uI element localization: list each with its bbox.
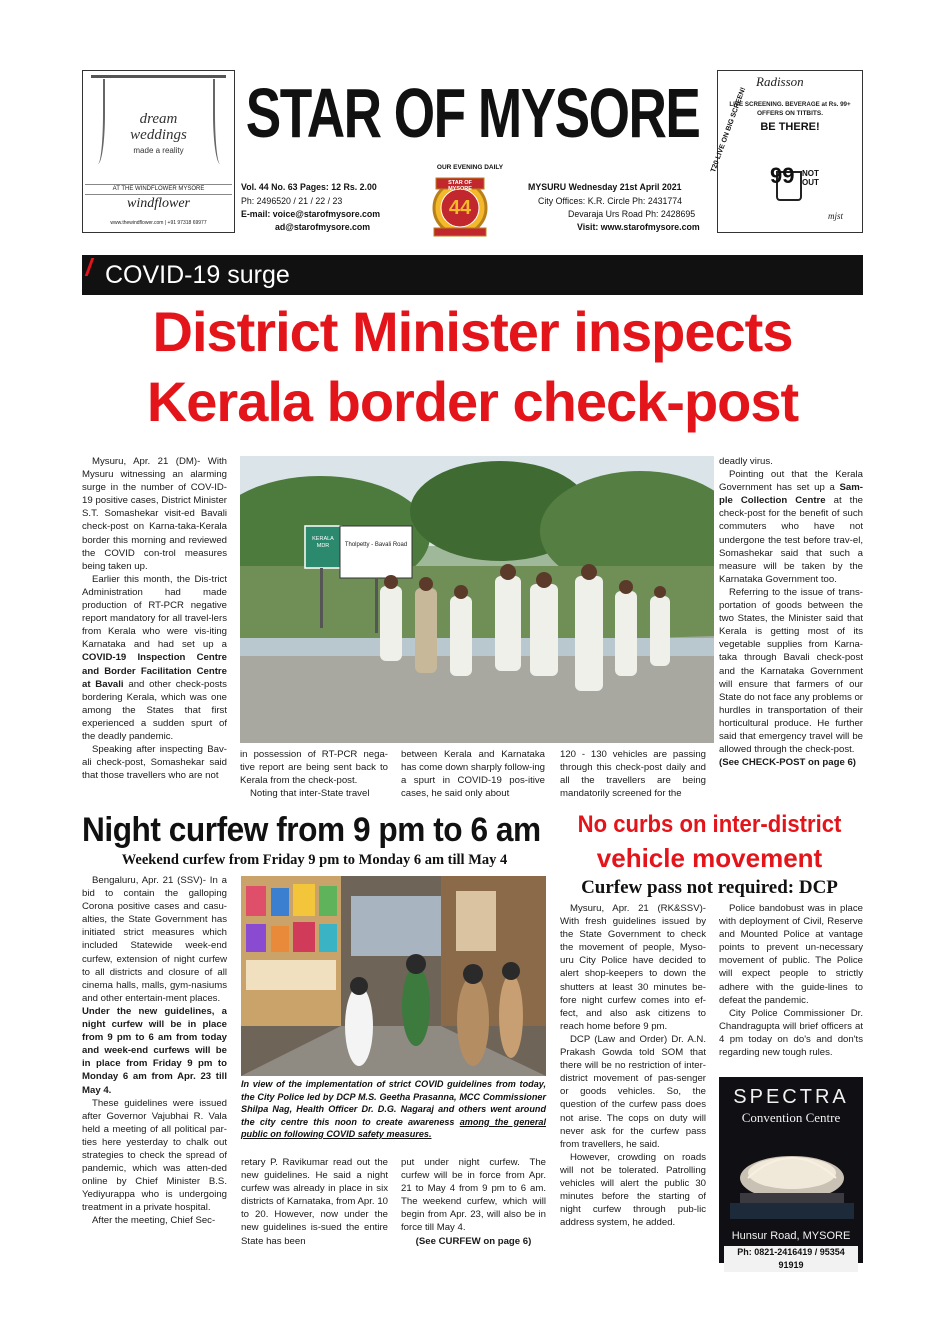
radisson-logo: Radisson [756, 74, 804, 89]
lead-headline-2: Kerala border check-post [146, 370, 799, 433]
lead-col2-para-1: in possession of RT-PCR nega-tive report are being sent back to Kerala from the check-post. [240, 749, 388, 787]
interdistrict-col2-para-2: City Police Commissioner Dr. Chandragupta will brief officers at 4 pm today on do's and don'ts regarding new tough rules. [719, 1007, 863, 1059]
phone-info: Ph: 2496520 / 21 / 22 / 23 [241, 196, 343, 206]
lead-col2-para-2: Noting that inter-State travel [250, 788, 370, 800]
city-office-text: City Offices: K.R. Circle Ph: 2431774 [538, 196, 683, 206]
vol-info: Vol. 44 No. 63 Pages: 12 Rs. 2.00 [241, 182, 377, 192]
checkpost-jump-text[interactable]: (See CHECK-POST on page 6) [719, 757, 856, 769]
venue-logo: mjst [828, 211, 844, 221]
lead-col5-para-1: deadly virus. [719, 456, 773, 467]
curfew-para-2: These guidelines were issued after Governor Vajubhai R. Vala held a meeting of all political par-ties here yesterday to chalk out strategies to check the spread of pandemic, which was atten-ded online by Chief Minister B.S. Yediyurappa who is undergoing treatment in a private hospital. [82, 1097, 227, 1214]
radisson-ad[interactable] [710, 70, 863, 233]
checkpost-jump[interactable] [719, 756, 863, 769]
lead-column-3 [401, 748, 545, 805]
curfew-jump-text[interactable]: (See CURFEW on page 6) [415, 1235, 532, 1247]
interdistrict-para-3: However, crowding on roads will not be tolerated. Patrolling vehicles will alert the public 30 minutes before the starting of night curfew through pub-lic address system, he added. [560, 1151, 706, 1229]
curfew-col2-para: retary P. Ravikumar read out the new guidelines. He said a night curfew was already in place in six districts of Karnataka, from Apr. 10 to 20. However, now under the new guidelines is-sued the entire State has been [241, 1157, 388, 1247]
email-ad: ad@starofmysore.com [275, 222, 371, 232]
border-inspection-photo [240, 456, 714, 743]
ad-script-2: weddings [130, 127, 187, 143]
interdistrict-subhead: Curfew pass not required: DCP [581, 877, 838, 898]
photo-caption [241, 1078, 546, 1141]
curfew-jump[interactable] [401, 1235, 546, 1248]
interdistrict-column-1 [560, 902, 706, 1262]
spectra-location: Hunsur Road, MYSORE [731, 1230, 851, 1242]
lead-para-2-text: Earlier this month, the Dis-trict Administration had made production of RT-PCR negative report mandatory for all travel-lers from Kerala who were vis-iting Karnataka and had set up a [82, 573, 227, 651]
curfew-col3-para: put under night curfew. The curfew will be in force from Apr. 21 to May 4 from 9 pm to 6 am. The weekend curfew, which will begin from Apr. 23, will also be in force till May 4. [401, 1157, 546, 1234]
curfew-para-1: Bengaluru, Apr. 21 (SSV)- In a bid to contain the galloping Corona positive cases and casu-alties, the State Government has initiated strict measures which included Statewide week-end curfew, extension of night curfew to all districts and closure of all cinema halls, malls, gym-nasiums and other entertain-ment places. [82, 875, 227, 1004]
curfew-column-3 [401, 1156, 546, 1260]
photo-sign-right: Tholpetty - Bavali Road [344, 542, 408, 548]
lead-column-4 [560, 748, 706, 805]
photo-caption-underlined: among the general public on following COVID safety measures. [241, 1116, 546, 1139]
lead-col5-para-3: Referring to the issue of trans-portation of goods between the two States, the Minister said that Kerala is getting most of its vegetable supplies from Karna-taka through Bavali check-post and the Karnataka Government will ensure that farmers of our State do not face any problems or hurdles in transportation of their horticultural produce. He further said that emergency travel will be allowed through the check-post. [719, 586, 863, 756]
ad-offer-1: LIVE SCREENING. BEVERAGE at Rs. 99+ [729, 101, 851, 108]
section-kicker: COVID-19 surge [105, 261, 290, 289]
ad-not-out: NOT OUT [802, 169, 819, 187]
interdistrict-headline-2: vehicle movement [596, 843, 823, 873]
convention-centre-illustration [720, 1133, 864, 1223]
lead-col5-para-2-text: Pointing out that the Kerala Government has set up a [719, 469, 863, 494]
lead-col5-para-2 [719, 468, 863, 586]
interdistrict-para-1: Mysuru, Apr. 21 (RK&SSV)- With fresh guidelines issued by the State Government to check the movement of people, Myso-uru City Police have decided to alert shop-keepers to down the shutters at least 30 minutes be-fore night curfew comes into ef-fect, and also ask citizens to reach home before 9 pm. [560, 903, 706, 1032]
badge-label: STAR OF MYSORE [448, 180, 472, 192]
spectra-subtitle: Convention Centre [741, 1110, 841, 1125]
curtain-decoration [91, 75, 226, 89]
curfew-para-3: After the meeting, Chief Sec- [92, 1215, 216, 1227]
ad-big-number: 99 [770, 163, 795, 188]
lead-headline-1: District Minister inspects [152, 300, 793, 363]
lead-col5-para-2-tail: at the check-post for the benefit of such commuters who have not undergone the test before trav-el, Somashekar said that such a measure will be taken by the Karnataka Government too. [719, 495, 863, 585]
badge-number: 44 [448, 197, 472, 219]
lead-para-2 [82, 573, 227, 743]
windflower-ad[interactable] [82, 70, 235, 233]
ad-script-3: made a reality [133, 146, 184, 155]
city-office [538, 195, 682, 208]
tagline: OUR EVENING DAILY [436, 164, 504, 171]
photo-caption-text: In view of the implementation of strict COVID guidelines from today, the City Police led by DCP M.S. Geetha Prasanna, MCC Commissioner Shilpa Nag, Health Officer Dr. D.G. Nagaraj and others went around the city centre this noon to create awareness [241, 1079, 546, 1127]
ad-offer-2: OFFERS ON TITBITS. [756, 110, 824, 117]
lead-column-1 [82, 455, 227, 805]
lead-col5-para-2-bold: Sam-ple Collection Centre [719, 482, 863, 507]
interdistrict-column-2 [719, 902, 863, 1062]
devaraja-office: Devaraja Urs Road Ph: 2428695 [568, 209, 696, 219]
interdistrict-headline-1: No curbs on inter-district [577, 811, 842, 838]
lead-para-2-tail: and other check-posts bordering Kerala, which was one among the States that first experienced a sudden spurt of the deadly pandemic. [82, 678, 227, 742]
ad-arc-text: T20 LIVE ON BIG SCREEN! [710, 86, 748, 174]
windflower-logo: windflower [126, 196, 190, 211]
website[interactable]: Visit: www.starofmysore.com [577, 222, 700, 232]
inspection-photo-illustration [240, 456, 714, 743]
lead-para-2-bold: COVID-19 Inspection Centre and Border Facilitation Centre at Bavali [82, 652, 227, 690]
spectra-phone[interactable]: Ph: 0821-2416419 / 95354 91919 [724, 1246, 858, 1272]
ad-tagline: AT THE WINDFLOWER MYSORE [85, 184, 232, 195]
lead-para-1: Mysuru, Apr. 21 (DM)- With Mysuru witnessing an alarming surge in the number of COV-ID-19 positive cases, District Minister S.T. Somashekar visit-ed Bavali check-post on Karna-taka-Kerala border this morning and reviewed the COVID con-trol measures being taken up. [82, 456, 227, 572]
spectra-ad[interactable] [719, 1077, 863, 1270]
photo-sign-left: KERALA MDR [312, 536, 334, 549]
ad-be-there: BE THERE! [760, 121, 820, 133]
curfew-headline: Night curfew from 9 pm to 6 am [82, 811, 541, 849]
city-police-photo [241, 876, 546, 1076]
curfew-para-bold: Under the new guidelines, a night curfew will be in place from 9 pm to 6 am from today and week-end curfews will be in place from Friday 9 pm to Monday 6 am from Apr. 23 till May 4. [82, 1005, 227, 1096]
masthead-title: STAR OF MYSORE [245, 74, 700, 152]
curfew-column-2 [241, 1156, 388, 1260]
curfew-column-1 [82, 874, 227, 1262]
spectra-title: SPECTRA [733, 1086, 849, 1108]
curfew-subhead: Weekend curfew from Friday 9 pm to Monday 6 am till May 4 [121, 852, 508, 868]
date-line: MYSURU Wednesday 21st April 2021 [528, 182, 682, 192]
anniversary-badge [428, 172, 492, 244]
lead-col3-para-1: between Kerala and Karnataka has come down sharply follow-ing a spurt in COVID-19 pos-itive cases, he said only about [401, 749, 545, 800]
email-info: E-mail: voice@starofmysore.com [241, 209, 381, 219]
ad-footer: www.thewindflower.com | +91 97318 69977 [110, 220, 207, 226]
lead-column-5 [719, 455, 863, 805]
lead-col4-para-1: 120 - 130 vehicles are passing through this check-post daily and all the travellers are being mandatorily screened for the [560, 749, 706, 800]
lead-para-3: Speaking after inspecting Bav-ali check-post, Somashekar said that those travellers who are not [82, 744, 227, 782]
market-photo-illustration [241, 876, 546, 1076]
ad-script-1: dream [139, 111, 178, 127]
interdistrict-para-2: DCP (Law and Order) Dr. A.N. Prakash Gowda told SOM that there will be no restriction of inter-district movement of pas-senger or goods vehicles. So, the question of the curfew pass does not arise. The cops on duty will never ask for the curfew pass from travellers, he said. [560, 1033, 706, 1150]
lead-column-2 [240, 748, 388, 805]
interdistrict-col2-para-1: Police bandobust was in place with deployment of Civil, Reserve and Mounted Police at vantage points to prevent un-necessary movement of public. The Police will expect people to strictly adhere with the guide-lines to defeat the pandemic. [719, 903, 863, 1006]
